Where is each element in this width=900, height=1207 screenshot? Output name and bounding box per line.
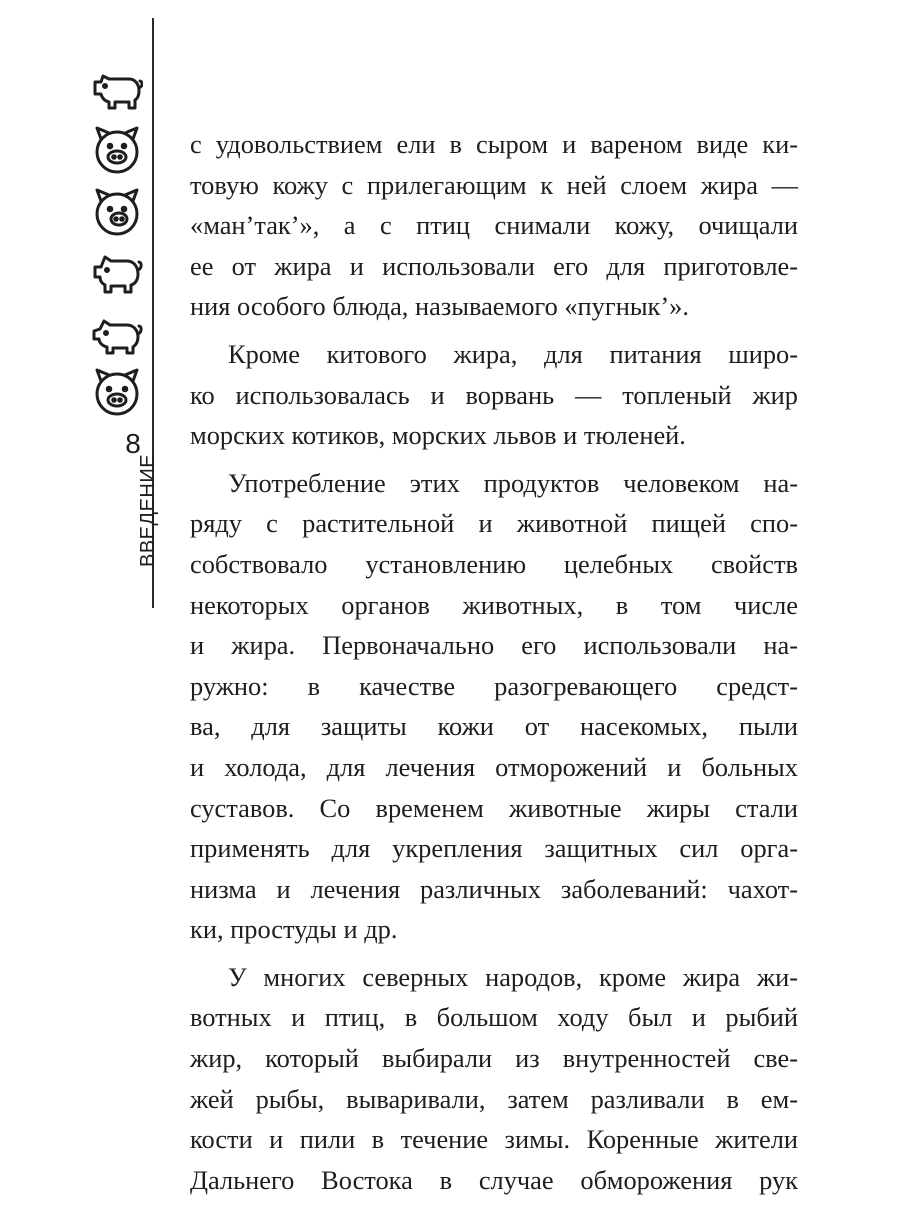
text-line: ко использовалась и ворвань — топленый жир [190,379,798,410]
text-line: низма и лечения различных заболеваний: чахот- [190,873,798,904]
text-line: «ман’так’», а с птиц снимали кожу, очищали [190,210,798,241]
text-line: применять для укрепления защитных сил орга- [190,833,798,864]
text-line: ее от жира и использовали его для приготовле- [190,250,798,281]
pig-face-icon [91,367,143,417]
text-line: жир, который выбирали из внутренностей све- [190,1043,798,1074]
paragraph-1 [190,124,798,327]
text-line: У многих северных народов, кроме жира жи- [228,961,798,992]
paragraph-3 [190,463,798,950]
text-line: ва, для защиты кожи от насекомых, пыли [190,711,798,742]
text-line: суставов. Со временем животные жиры стали [190,792,798,823]
text-line: вотных и птиц, в большом ходу был и рыбий [190,1002,798,1033]
pig-side-icon [91,307,143,357]
text-line: морских котиков, морских львов и тюленей. [190,420,686,451]
text-line: Дальнего Востока в случае обморожения рук [190,1164,798,1195]
text-line: ружно: в качестве разогревающего средст- [190,670,798,701]
text-line: Употребление этих продуктов человеком на- [228,467,798,498]
text-line: некоторых органов животных, в том числе [190,589,798,620]
text-line: Кроме китового жира, для питания широ- [228,338,798,369]
text-line: собствовало установлению целебных свойств [190,548,798,579]
section-label: ВВЕДЕНИЕ [137,453,159,567]
paragraph-2 [190,334,798,456]
page-number: 8 [125,428,141,459]
text-line: ки, простуды и др. [190,914,398,945]
pig-side-icon [91,64,143,114]
pig-face-icon [91,187,143,237]
text-line: кости и пили в течение зимы. Коренные жители [190,1124,798,1155]
text-line: ния особого блюда, называемого «пугнык’». [190,291,689,322]
text-line: товую кожу с прилегающим к ней слоем жира — [190,169,798,200]
pig-side-icon [91,247,143,297]
pig-face-icon [91,125,143,175]
body-text [190,124,798,1207]
text-line: ряду с растительной и животной пищей спо- [190,508,798,539]
text-line: и холода, для лечения отморожений и больных [190,751,798,782]
paragraph-4 [190,957,798,1201]
text-line: и жира. Первоначально его использовали на- [190,630,798,661]
text-line: с удовольствием ели в сыром и вареном виде ки- [190,129,798,159]
text-line: жей рыбы, вываривали, затем разливали в ем- [190,1083,798,1114]
